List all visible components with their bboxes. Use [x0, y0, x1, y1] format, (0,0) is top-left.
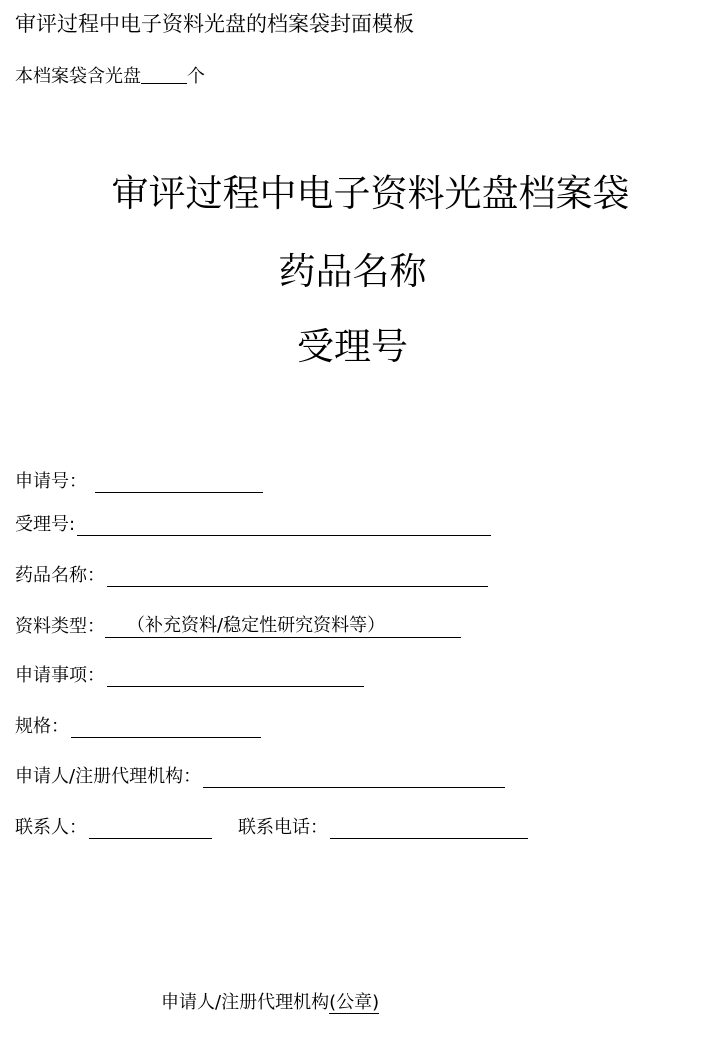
applicant-blank[interactable] [203, 767, 505, 788]
application-no-blank[interactable] [95, 472, 263, 493]
disc-count-blank[interactable] [141, 65, 187, 84]
phone-label: 联系电话： [238, 817, 328, 838]
drug-name-label: 药品名称： [15, 565, 105, 586]
drug-name-heading: 药品名称 [278, 250, 427, 293]
contact-blank[interactable] [89, 818, 212, 839]
specification-label: 规格： [15, 716, 69, 737]
drug-name-field [15, 561, 488, 587]
contact-field [15, 813, 528, 839]
acceptance-no-label: 受理号: [15, 514, 76, 535]
applicant-label: 申请人/注册代理机构： [15, 766, 202, 787]
seal-line [161, 988, 379, 1014]
seal-stamp: (公章) [329, 992, 380, 1013]
drug-name-blank[interactable] [107, 566, 488, 587]
application-matter-blank[interactable] [107, 666, 364, 687]
acceptance-no-field [15, 510, 491, 536]
document-title: 审评过程中电子资料光盘的档案袋封面模板 [15, 12, 414, 36]
acceptance-no-blank[interactable] [77, 515, 491, 536]
application-matter-field [15, 661, 364, 687]
material-type-value[interactable]: （补充资料/稳定性研究资料等） [105, 611, 461, 638]
seal-text: 申请人/注册代理机构 [161, 992, 330, 1013]
application-no-field [15, 467, 263, 493]
envelope-heading: 审评过程中电子资料光盘档案袋 [111, 172, 630, 215]
application-no-label: 申请号： [15, 471, 87, 492]
material-type-label: 资料类型： [15, 616, 105, 637]
phone-blank[interactable] [330, 818, 528, 839]
specification-field [15, 712, 261, 738]
contact-label: 联系人： [15, 817, 87, 838]
disc-count-suffix: 个 [187, 66, 205, 87]
disc-count-line [15, 62, 205, 88]
disc-count-prefix: 本档案袋含光盘 [15, 66, 141, 87]
specification-blank[interactable] [71, 717, 261, 738]
application-matter-label: 申请事项： [15, 665, 105, 686]
applicant-field [15, 762, 505, 788]
acceptance-no-heading: 受理号 [297, 325, 408, 368]
material-type-field [15, 611, 461, 638]
